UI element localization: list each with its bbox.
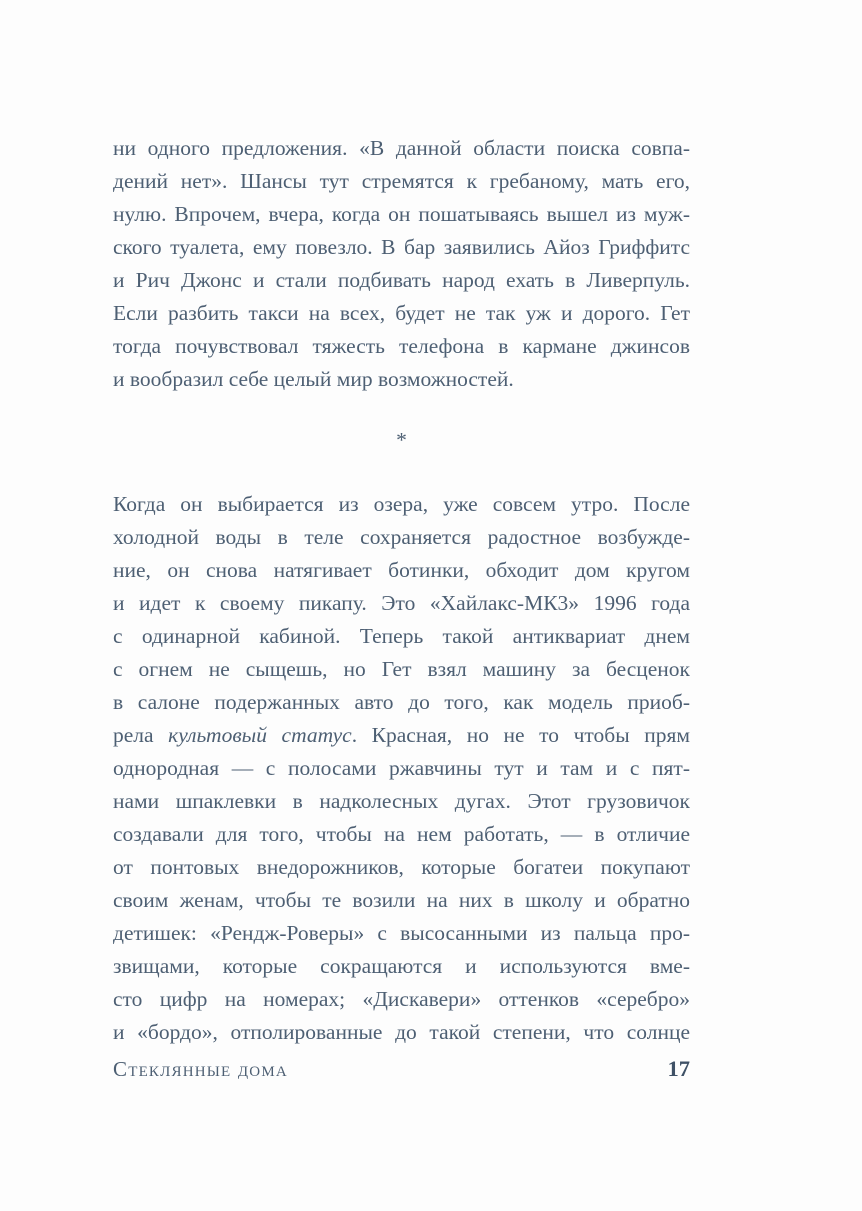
text-line: своим женам, чтобы те возили на них в школу и обратно bbox=[113, 888, 690, 912]
text-line: Когда он выбирается из озера, уже совсем утро. После bbox=[113, 492, 690, 516]
text-line: и идет к своему пикапу. Это «Хайлакс-МК3» 1996 года bbox=[113, 591, 690, 615]
italic-text-segment: культовый статус bbox=[168, 723, 352, 747]
text-line: тогда почувствовал тяжесть телефона в кармане джинсов bbox=[113, 334, 690, 358]
paragraph bbox=[113, 488, 690, 1049]
section-separator: * bbox=[396, 428, 407, 452]
text-segment: рела bbox=[113, 723, 169, 747]
page-footer bbox=[113, 1056, 690, 1082]
text-line: в салоне подержанных авто до того, как модель приоб- bbox=[113, 690, 690, 714]
text-line: ние, он снова натягивает ботинки, обходит дом кругом bbox=[113, 558, 690, 582]
page-text bbox=[113, 132, 690, 1049]
paragraph bbox=[113, 132, 690, 396]
text-line: с огнем не сыщешь, но Гет взял машину за бесценок bbox=[113, 657, 690, 681]
text-segment: . Красная, но не то чтобы прям bbox=[351, 723, 690, 747]
text-line: создавали для того, чтобы на нем работать, — в отличие bbox=[113, 822, 690, 846]
text-line: ского туалета, ему повезло. В бар заявились Айоз Гриффитс bbox=[113, 235, 690, 259]
page-number: 17 bbox=[667, 1056, 690, 1081]
text-line: нулю. Впрочем, вчера, когда он пошатываясь вышел из муж- bbox=[113, 202, 690, 226]
text-line: звищами, которые сокращаются и используются вме- bbox=[113, 954, 690, 978]
text-line: холодной воды в теле сохраняется радостное возбужде- bbox=[113, 525, 690, 549]
text-line bbox=[113, 719, 690, 752]
book-title: Стеклянные дома bbox=[113, 1057, 288, 1081]
text-line: Если разбить такси на всех, будет не так уж и дорого. Гет bbox=[113, 301, 690, 325]
text-line: однородная — с полосами ржавчины тут и там и с пят- bbox=[113, 756, 690, 780]
text-line: нами шпаклевки в надколесных дугах. Этот грузовичок bbox=[113, 789, 690, 813]
text-line: от понтовых внедорожников, которые богатеи покупают bbox=[113, 855, 690, 879]
text-line: детишек: «Рендж-Роверы» с высосанными из пальца про- bbox=[113, 921, 690, 945]
text-line: ни одного предложения. «В данной области поиска совпа- bbox=[113, 136, 690, 160]
text-line: и вообразил себе целый мир возможностей. bbox=[113, 367, 514, 391]
text-line: дений нет». Шансы тут стремятся к гребаному, мать его, bbox=[113, 169, 690, 193]
text-line: и «бордо», отполированные до такой степени, что солнце bbox=[113, 1020, 690, 1044]
text-line: сто цифр на номерах; «Дискавери» оттенков «серебро» bbox=[113, 987, 690, 1011]
text-line: с одинарной кабиной. Теперь такой антиквариат днем bbox=[113, 624, 690, 648]
text-line: и Рич Джонс и стали подбивать народ ехать в Ливерпуль. bbox=[113, 268, 690, 292]
